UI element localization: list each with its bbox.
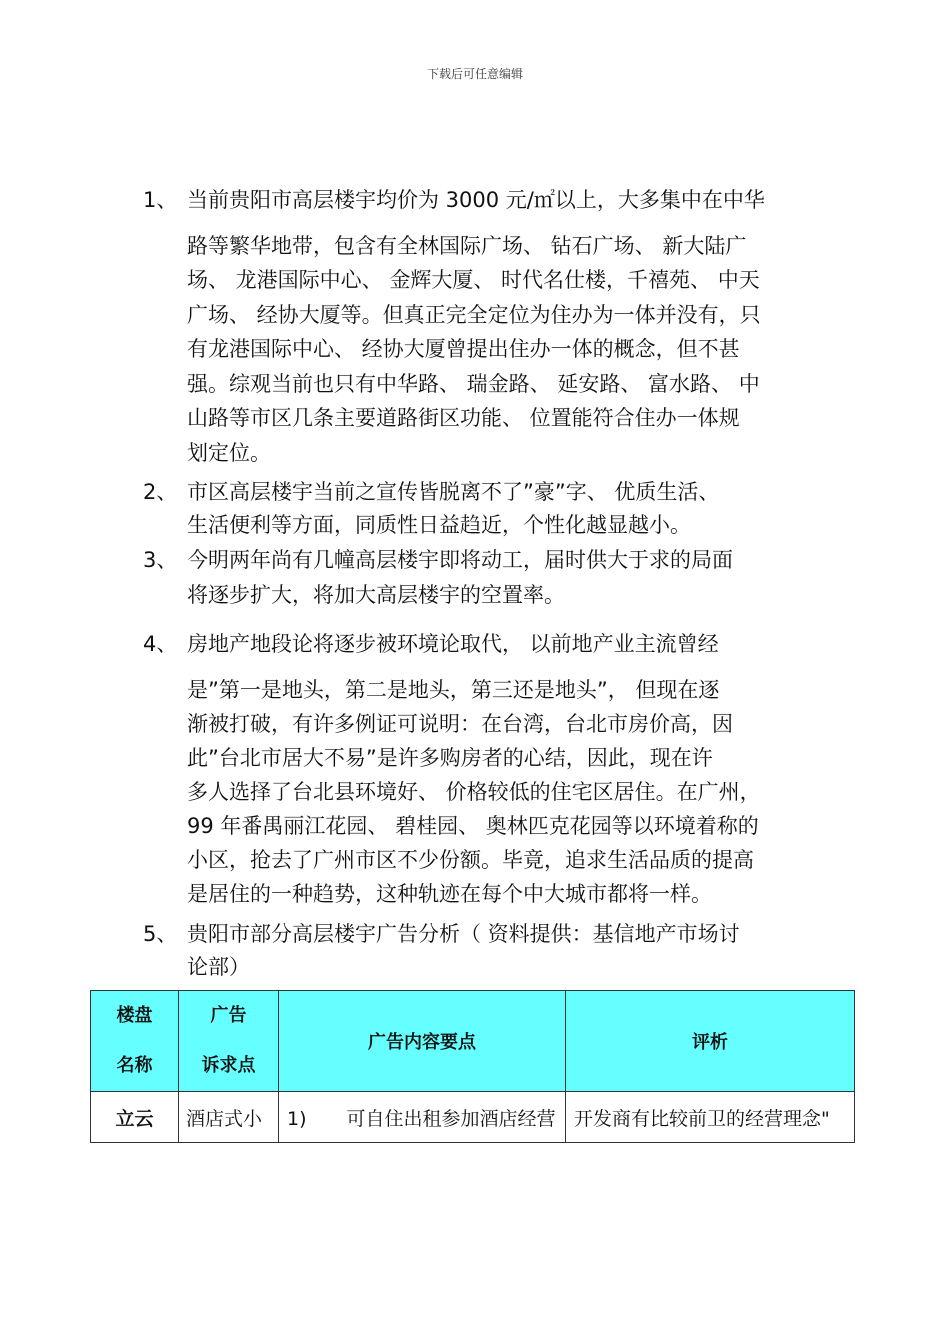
item-line: 将逐步扩大，将加大高层楼宇的空置率。 [187,583,565,607]
table-row [91,1092,855,1143]
item-line: 场、 龙港国际中心、 金辉大厦、 时代名仕楼，千禧苑、 中天 [187,268,760,292]
item-line: 有龙港国际中心、 经协大厦曾提出住办一体的概念，但不甚 [187,337,740,361]
item-line: 房地产地段论将逐步被环境论取代， 以前地产业主流曾经 [187,632,719,656]
item-line: 强。综观当前也只有中华路、 瑞金路、 延安路、 富水路、 中 [187,372,760,396]
point-text: 可自住出租参加酒店经营 [346,1107,556,1130]
item-line: 路等繁华地带，包含有全林国际广场、 钻石广场、 新大陆广 [187,234,747,258]
item-line: 是居住的一种趋势，这种轨迹在每个中大城市都将一样。 [187,882,712,906]
item-line: 广场、 经协大厦等。但真正完全定位为住办为一体并没有，只 [187,303,761,327]
item-line: 多人选择了台北县环境好、 价格较低的住宅区居住。在广州， [187,780,761,804]
item-line: 山路等市区几条主要道路街区功能、 位置能符合住办一体规 [187,406,740,430]
item-line: 论部） [187,955,250,979]
item-number: 3、 [143,548,178,572]
item-line: 生活便利等方面，同质性日益趋近，个性化越显越小。 [187,513,691,537]
item-number: 4、 [143,632,178,656]
item-line: 是”第一是地头，第二是地头，第三还是地头”， 但现在逐 [187,678,720,702]
header-evaluation: 评析 [566,991,855,1092]
cell-ad-points [279,1092,566,1143]
item-line: 当前贵阳市高层楼宇均价为 3000 元/㎡以上，大多集中在中华 [187,188,765,212]
item-line: 今明两年尚有几幢高层楼宇即将动工，届时供大于求的局面 [187,548,733,572]
item-line: 市区高层楼宇当前之宣传皆脱离不了”豪”字、 优质生活、 [187,480,720,504]
item-line: 小区，抢去了广州市区不少份额。毕竟，追求生活品质的提高 [187,848,754,872]
page-header: 下载后可任意编辑 [426,67,523,81]
table-header-row [91,991,855,1092]
item-line: 此”台北市居大不易”是许多购房者的心结，因此，现在许 [187,746,713,770]
header-ad-appeal [179,991,279,1092]
item-number: 2、 [143,480,178,504]
ad-analysis-table [90,990,855,1143]
item-line: 渐被打破，有许多例证可说明：在台湾，台北市房价高，因 [187,712,733,736]
point-number: 1) [287,1107,307,1130]
item-line: 99 年番禺丽江花园、 碧桂园、 奥林匹克花园等以环境着称的 [187,814,759,838]
cell-ad-appeal: 酒店式小 [179,1092,279,1143]
header-text: 广告 [210,1005,247,1026]
item-number: 1、 [143,188,178,212]
header-text: 名称 [116,1055,153,1076]
cell-project-name: 立云 [91,1092,179,1143]
cell-evaluation: 开发商有比较前卫的经营理念" [566,1092,855,1143]
item-line: 划定位。 [187,441,271,465]
header-project-name [91,991,179,1092]
header-text: 楼盘 [116,1005,153,1026]
item-line: 贵阳市部分高层楼宇广告分析（ 资料提供：基信地产市场讨 [187,922,740,946]
header-text: 诉求点 [201,1055,256,1076]
header-ad-points: 广告内容要点 [279,991,566,1092]
item-number: 5、 [143,922,178,946]
